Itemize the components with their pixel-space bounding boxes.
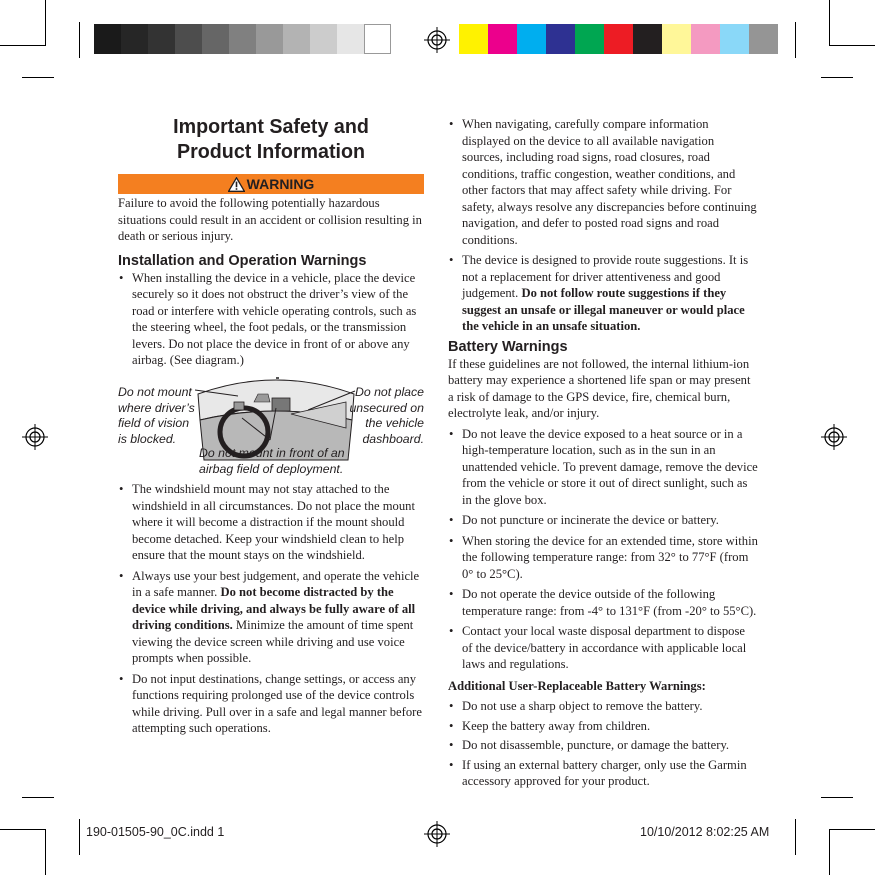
installation-list-continued xyxy=(118,481,424,737)
warning-label: WARNING xyxy=(246,176,315,192)
list-item: • When storing the device for an extended time, store within the following temperature range: from 32° to 77°F (from 0° to 25°C). xyxy=(448,533,758,583)
color-swatch xyxy=(662,24,691,54)
list-item: • When installing the device in a vehicle, place the device securely so it does not obstruct the driver’s view of the road or interfere with vehicle operating controls, such as the steering wheel, the foot pedals, or the transmission levers. Do not place the device in front of or above any airbag. (See diagram.) xyxy=(118,270,424,369)
gray-swatch xyxy=(148,24,175,54)
list-item: • If using an external battery charger, only use the Garmin accessory approved for your product. xyxy=(448,757,758,790)
battery-heading: Battery Warnings xyxy=(448,338,568,355)
list-item: • Do not use a sharp object to remove the battery. xyxy=(448,698,758,715)
title-line-1: Important Safety and xyxy=(173,115,369,138)
list-item: • Do not puncture or incinerate the device or battery. xyxy=(448,512,758,529)
color-swatch xyxy=(546,24,575,54)
list-item: • The windshield mount may not stay attached to the windshield in all circumstances. Do not place the mount where it will become a distraction if the mount should become detached. Keep your windshield clean to help ensure that the mount stays on the windshield. xyxy=(118,481,424,564)
right-column xyxy=(448,116,758,793)
gray-swatch xyxy=(229,24,256,54)
gray-swatch xyxy=(121,24,148,54)
title-line-2: Product Information xyxy=(176,140,366,163)
file-slug: 190-01505-90_0C.indd 1 xyxy=(86,825,225,839)
date-slug: 10/10/2012 8:02:25 AM xyxy=(640,825,770,839)
left-column xyxy=(118,195,424,369)
battery-list xyxy=(448,426,758,673)
list-item: • Contact your local waste disposal department to dispose of the device/battery in accordance with applicable local laws and regulations. xyxy=(448,623,758,673)
gray-swatch xyxy=(283,24,310,54)
diagram-caption-left: Do not mount where driver’s field of vision is blocked. xyxy=(118,385,195,446)
color-swatch xyxy=(691,24,720,54)
gray-swatch xyxy=(337,24,364,54)
list-item: • Keep the battery away from children. xyxy=(448,718,758,735)
battery-intro: If these guidelines are not followed, the internal lithium-ion battery may experience a shortened life span or may present a risk of damage to the GPS device, fire, chemical burn, electrolyte leak, and/or injury. xyxy=(448,356,751,420)
color-swatch xyxy=(749,24,778,54)
installation-heading: Installation and Operation Warnings xyxy=(118,252,367,269)
installation-list xyxy=(118,270,424,369)
additional-battery-heading: Additional User-Replaceable Battery Warnings: xyxy=(448,678,706,693)
diagram-caption-bottom: Do not mount in front of an airbag field of deployment. xyxy=(199,446,345,476)
navigation-list xyxy=(448,116,758,335)
list-item: • Do not disassemble, puncture, or damage the battery. xyxy=(448,737,758,754)
color-swatch xyxy=(633,24,662,54)
diagram-caption-right: Do not place unsecured on the vehicle dashboard. xyxy=(349,385,424,446)
list-item: • When navigating, carefully compare information displayed on the device to all available navigation sources, including road signs, road closures, road conditions, traffic congestion, weather conditions, and other factors that may affect safety while driving. For safety, always resolve any discrepancies before continuing navigation, and defer to posted road signs and road conditions. xyxy=(448,116,758,248)
gray-swatch xyxy=(202,24,229,54)
registration-mark-icon xyxy=(424,821,450,847)
gray-swatch xyxy=(94,24,121,54)
gray-swatch xyxy=(310,24,337,54)
registration-mark-icon xyxy=(22,424,48,450)
registration-mark-icon xyxy=(821,424,847,450)
list-item: • Always use your best judgement, and operate the vehicle in a safe manner. Do not become distracted by the device while driving, and always be fully aware of all driving conditions. Minimize the amount of time spent viewing the device screen while driving and use voice prompts when possible. xyxy=(118,568,424,667)
color-swatch xyxy=(517,24,546,54)
warning-text: Failure to avoid the following potentially hazardous situations could result in an accident or collision resulting in death or serious injury. xyxy=(118,196,422,243)
additional-battery-list xyxy=(448,698,758,790)
color-swatch xyxy=(488,24,517,54)
color-swatch xyxy=(459,24,488,54)
warning-banner xyxy=(118,174,424,194)
gray-swatch xyxy=(256,24,283,54)
color-swatch xyxy=(575,24,604,54)
color-swatch xyxy=(720,24,749,54)
list-item: • Do not leave the device exposed to a heat source or in a high-temperature location, such as in the sun in an unattended vehicle. To prevent damage, remove the device from the vehicle or store it out of direct sunlight, such as in the glove box. xyxy=(448,426,758,509)
warning-triangle-icon xyxy=(228,177,245,192)
list-item: • The device is designed to provide route suggestions. It is not a replacement for driver attentiveness and good judgement. Do not follow route suggestions if they suggest an unsafe or illegal maneuver or would place the vehicle in an unsafe situation. xyxy=(448,252,758,335)
list-item: • Do not operate the device outside of the following temperature range: from -4° to 131°F (from -20° to 55°C). xyxy=(448,586,758,619)
registration-mark-icon xyxy=(424,27,450,53)
color-swatch xyxy=(604,24,633,54)
gray-swatch xyxy=(364,24,391,54)
page-title xyxy=(124,114,418,164)
gray-swatch xyxy=(175,24,202,54)
left-column-lower xyxy=(118,481,424,737)
list-item: • Do not input destinations, change settings, or access any functions requiring prolonged use of the device controls while driving. Pull over in a safe and legal manner before attempting such operations. xyxy=(118,671,424,737)
diagram-leader-lines xyxy=(190,388,360,448)
